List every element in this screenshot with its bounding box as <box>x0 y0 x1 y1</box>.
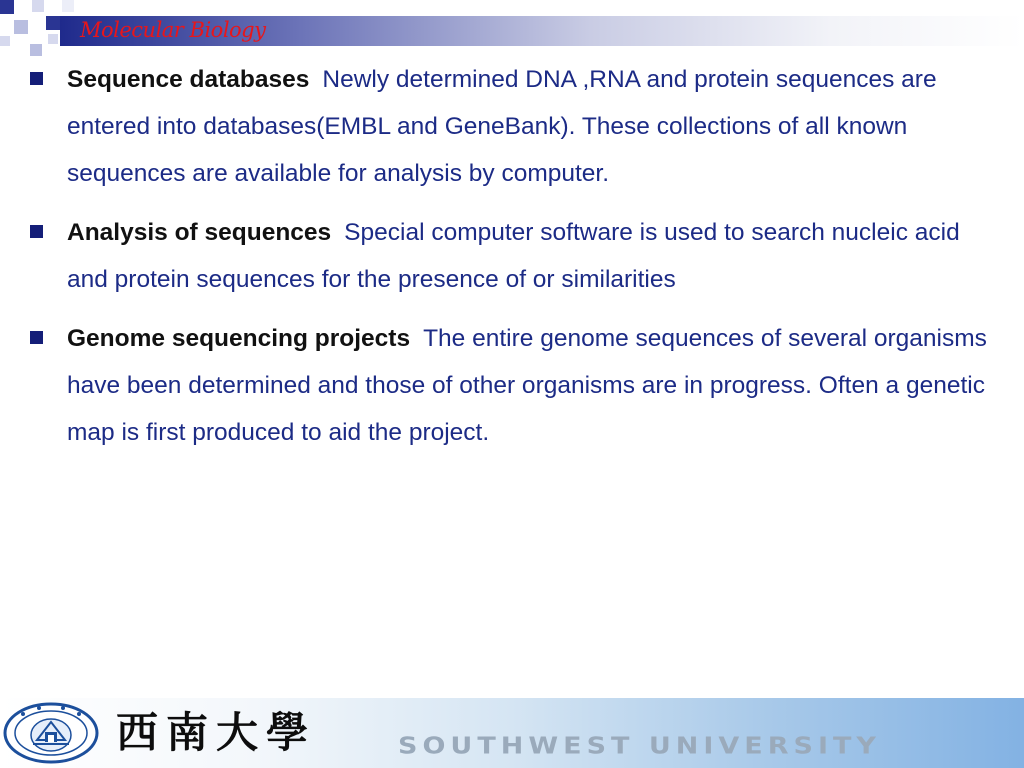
university-english-name: SOUTHWEST UNIVERSITY <box>398 733 881 760</box>
item-text: The entire genome sequences of several organisms have been determined and those of other organisms are in progress. Often a genetic map is first produced to aid the project. <box>67 325 987 446</box>
list-item <box>30 56 1002 197</box>
square-bullet-icon <box>30 331 43 344</box>
decor-square <box>0 0 14 14</box>
decor-square <box>62 0 74 12</box>
square-bullet-icon <box>30 72 43 85</box>
footer-banner <box>0 698 1024 768</box>
decor-square <box>14 20 28 34</box>
decor-square <box>46 16 60 30</box>
decor-square <box>32 0 44 12</box>
decor-square <box>48 34 58 44</box>
item-title: Genome sequencing projects <box>67 325 411 352</box>
bullet-list <box>30 56 1002 468</box>
item-title: Analysis of sequences <box>67 219 332 246</box>
item-text: Special computer software is used to search nucleic acid and protein sequences for the presence of or similarities <box>67 219 960 293</box>
list-item <box>30 209 1002 303</box>
decor-square <box>0 36 10 46</box>
university-seal-icon <box>3 702 99 764</box>
university-chinese-name: 西南大學 <box>116 708 317 757</box>
item-title: Sequence databases <box>67 66 310 93</box>
slide-header-title: Molecular Biology <box>80 18 266 42</box>
list-item <box>30 315 1002 456</box>
square-bullet-icon <box>30 225 43 238</box>
decor-square <box>30 44 42 56</box>
item-text: Newly determined DNA ,RNA and protein sequences are entered into databases(EMBL and GeneBank). These collections of all known sequences are available for analysis by computer. <box>67 66 937 187</box>
